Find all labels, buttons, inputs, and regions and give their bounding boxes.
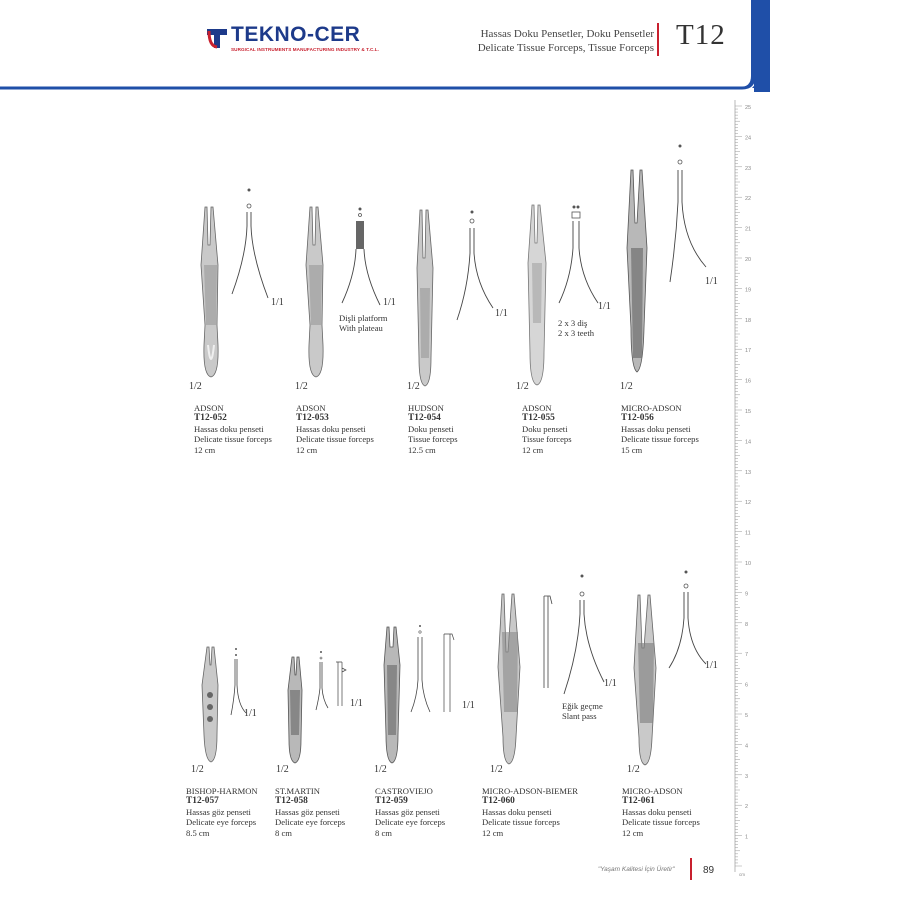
forceps-image-t12-052 [196, 205, 226, 385]
note-tr: Dişli platform [339, 313, 388, 323]
forceps-tip-detail-t12-054 [455, 208, 497, 323]
ruler-label: 23 [745, 165, 752, 172]
forceps-image-t12-061 [628, 593, 662, 768]
forceps-tip-detail-t12-059 [408, 622, 464, 717]
page-number: 89 [703, 865, 715, 876]
product-code: T12-057 [186, 796, 219, 807]
ruler-label: 5 [745, 713, 749, 719]
caption-t12-053 [296, 403, 374, 455]
product-code: T12-056 [621, 413, 654, 424]
scale-detail-t12-060: 1/1 [604, 678, 617, 689]
product-desc-tr: Doku penseti [522, 423, 568, 434]
product-desc-en: Delicate eye forceps [375, 817, 446, 828]
product-desc-tr: Hassas doku penseti [622, 806, 692, 817]
forceps-side-detail-t12-060 [540, 592, 556, 692]
ruler-label: 11 [745, 530, 751, 537]
caption-t12-054 [408, 403, 458, 455]
ruler-label: 20 [745, 257, 752, 263]
forceps-image-t12-056 [622, 168, 652, 388]
header-curve-decoration [0, 0, 900, 92]
forceps-image-t12-059 [378, 625, 406, 765]
ruler-label: 10 [745, 561, 752, 567]
product-desc-en: Tissue forceps [522, 434, 572, 445]
note-en: 2 x 3 teeth [558, 328, 595, 339]
product-desc-tr: Hassas doku penseti [296, 423, 366, 434]
product-desc-en: Tissue forceps [408, 434, 458, 445]
product-code: T12-060 [482, 796, 515, 807]
ruler-label: 14 [745, 439, 752, 446]
forceps-image-t12-060 [492, 592, 528, 767]
ruler-label: 3 [745, 773, 749, 780]
product-desc-tr: Doku penseti [408, 423, 454, 434]
logo-brand-subtitle: SURGICAL INSTRUMENTS MANUFACTURING INDUSTRY & T.C.L. [231, 47, 380, 52]
product-name: HUDSON [408, 403, 444, 413]
note-t12-055 [558, 318, 594, 339]
product-desc-en: Delicate eye forceps [186, 817, 257, 828]
header-divider [657, 23, 659, 56]
ruler-label: 17 [745, 348, 752, 355]
scale-detail-t12-055: 1/1 [598, 301, 611, 312]
scale-main-t12-059: 1/2 [374, 764, 387, 775]
ruler-label: 12 [745, 500, 752, 507]
scale-main-t12-061: 1/2 [627, 764, 640, 775]
scale-detail-t12-054: 1/1 [495, 308, 508, 319]
product-code: T12-052 [194, 413, 227, 424]
ruler-label: 25 [745, 105, 752, 111]
scale-main-t12-058: 1/2 [276, 764, 289, 775]
scale-detail-t12-052: 1/1 [271, 297, 284, 308]
scale-detail-t12-059: 1/1 [462, 700, 475, 711]
ruler-label: 7 [745, 652, 749, 659]
page-header [0, 0, 900, 92]
ruler-label: 13 [745, 469, 752, 476]
forceps-image-t12-057 [196, 645, 224, 765]
ruler-label: 22 [745, 196, 752, 203]
footer-divider [690, 858, 692, 880]
scale-detail-t12-058: 1/1 [350, 698, 363, 709]
product-code: T12-061 [622, 796, 655, 807]
product-name: MICRO-ADSON [622, 786, 683, 796]
product-size: 8.5 cm [186, 827, 210, 838]
product-desc-en: Delicate tissue forceps [621, 434, 699, 445]
product-desc-en: Delicate tissue forceps [622, 817, 700, 828]
product-code: T12-053 [296, 413, 329, 424]
ruler-label: 4 [745, 743, 749, 750]
product-desc-en: Delicate tissue forceps [482, 817, 560, 828]
product-code: T12-058 [275, 796, 308, 807]
forceps-image-t12-053 [301, 205, 331, 385]
forceps-image-t12-058 [282, 655, 308, 765]
forceps-image-t12-055 [522, 203, 554, 388]
ruler-label: 15 [745, 409, 752, 415]
logo-brand-name: TEKNO-CER [231, 23, 361, 46]
note-tr: Eğik geçme [562, 701, 603, 711]
caption-t12-055 [522, 403, 572, 455]
forceps-tip-detail-t12-060 [560, 572, 610, 697]
product-desc-en: Delicate tissue forceps [296, 434, 374, 445]
ruler-label: 16 [745, 378, 752, 385]
product-size: 8 cm [375, 827, 392, 838]
ruler-label: 24 [745, 135, 752, 142]
product-name: ADSON [194, 403, 224, 413]
note-t12-053 [339, 313, 387, 334]
forceps-tip-detail-t12-055 [556, 203, 604, 308]
product-desc-en: Delicate tissue forceps [194, 434, 272, 445]
ruler-label: 2 [745, 804, 749, 811]
product-desc-en: Delicate eye forceps [275, 817, 346, 828]
scale-main-t12-053: 1/2 [295, 381, 308, 392]
forceps-image-t12-054 [411, 208, 439, 388]
product-code: T12-055 [522, 413, 555, 424]
brand-logo [205, 23, 380, 61]
product-size: 12 cm [522, 444, 544, 455]
note-en: With plateau [339, 323, 383, 334]
cm-ruler [733, 100, 753, 880]
ruler-label: 6 [745, 682, 749, 689]
product-desc-tr: Hassas göz penseti [375, 806, 440, 817]
product-name: BISHOP-HARMON [186, 786, 258, 796]
product-code: T12-059 [375, 796, 408, 807]
section-code: T12 [676, 19, 726, 51]
header-title-tr: Hassas Doku Pensetler, Doku Pensetler [480, 28, 654, 40]
product-desc-tr: Hassas göz penseti [186, 806, 251, 817]
product-size: 12 cm [194, 444, 216, 455]
note-t12-060 [562, 701, 603, 722]
scale-main-t12-056: 1/2 [620, 381, 633, 392]
caption-t12-061 [622, 786, 700, 838]
caption-t12-057 [186, 786, 258, 838]
product-desc-tr: Hassas göz penseti [275, 806, 340, 817]
product-name: MICRO-ADSON-BIEMER [482, 786, 578, 796]
logo-mark-icon [205, 26, 229, 50]
ruler-label: 1 [745, 834, 749, 841]
ruler-label: 8 [745, 621, 749, 628]
caption-t12-060 [482, 786, 578, 838]
product-size: 8 cm [275, 827, 292, 838]
caption-t12-058 [275, 786, 345, 838]
caption-t12-056 [621, 403, 699, 455]
scale-main-t12-060: 1/2 [490, 764, 503, 775]
forceps-tip-detail-t12-053 [338, 205, 386, 310]
product-size: 12 cm [296, 444, 318, 455]
ruler-label: 21 [745, 226, 752, 233]
scale-main-t12-057: 1/2 [191, 764, 204, 775]
ruler-label: 18 [745, 317, 752, 324]
product-desc-tr: Hassas doku penseti [194, 423, 264, 434]
caption-t12-059 [375, 786, 445, 838]
product-name: ST.MARTIN [275, 786, 320, 796]
note-en: Slant pass [562, 711, 597, 722]
scale-detail-t12-056: 1/1 [705, 276, 718, 287]
scale-main-t12-054: 1/2 [407, 381, 420, 392]
scale-detail-t12-053: 1/1 [383, 297, 396, 308]
scale-main-t12-052: 1/2 [189, 381, 202, 392]
product-size: 12 cm [482, 827, 504, 838]
footer-slogan: "Yaşam Kalitesi İçin Üretir" [598, 866, 675, 873]
product-name: ADSON [296, 403, 326, 413]
ruler-label: 19 [745, 287, 752, 294]
product-name: MICRO-ADSON [621, 403, 682, 413]
product-size: 15 cm [621, 444, 643, 455]
product-desc-tr: Hassas doku penseti [621, 423, 691, 434]
ruler-unit-label: cm [739, 872, 745, 877]
forceps-tip-detail-t12-056 [668, 142, 712, 292]
header-title-block [478, 27, 654, 55]
header-title-en: Delicate Tissue Forceps, Tissue Forceps [477, 42, 654, 54]
product-size: 12.5 cm [408, 444, 436, 455]
ruler-label: 9 [745, 591, 749, 598]
scale-detail-t12-057: 1/1 [244, 708, 257, 719]
scale-main-t12-055: 1/2 [516, 381, 529, 392]
product-size: 12 cm [622, 827, 644, 838]
scale-detail-t12-061: 1/1 [705, 660, 718, 671]
forceps-tip-detail-t12-052 [228, 186, 274, 306]
product-code: T12-054 [408, 413, 441, 424]
note-tr: 2 x 3 diş [558, 318, 588, 328]
product-desc-tr: Hassas doku penseti [482, 806, 552, 817]
product-name: ADSON [522, 403, 552, 413]
caption-t12-052 [194, 403, 272, 455]
product-name: CASTROVIEJO [375, 786, 433, 796]
